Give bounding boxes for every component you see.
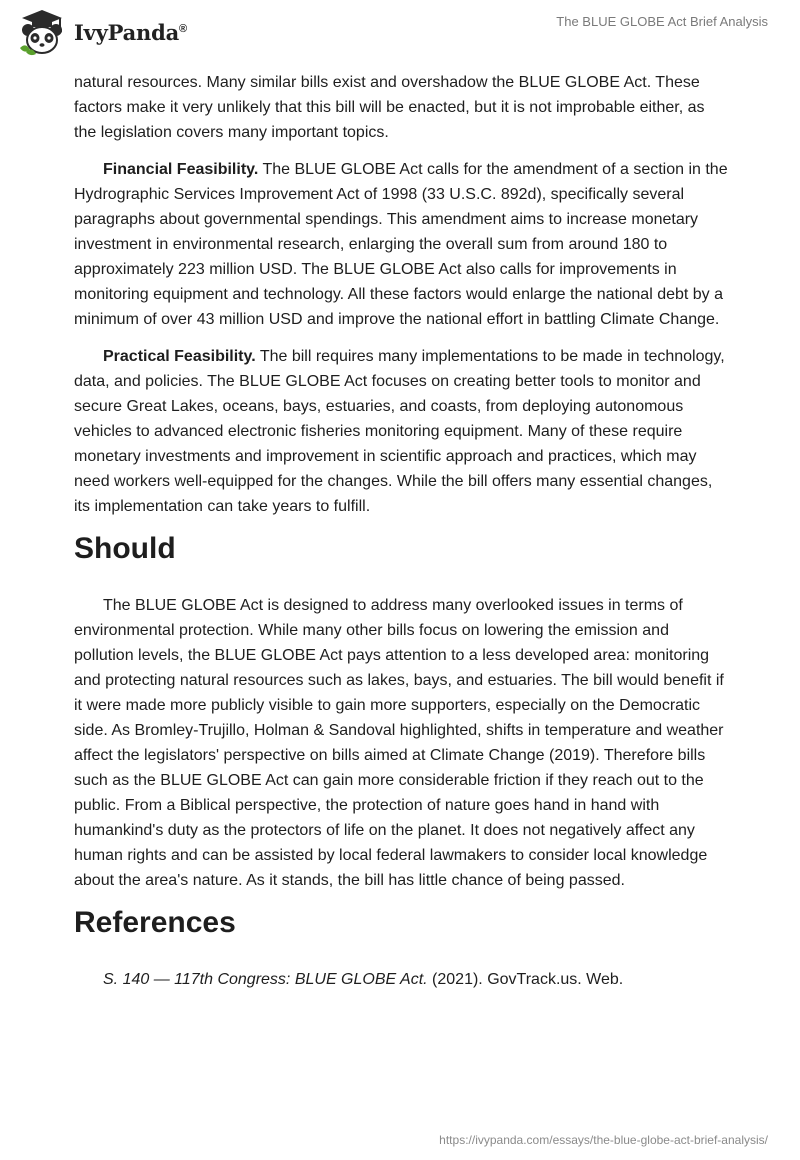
section-heading-references: References	[74, 906, 236, 939]
practical-feasibility-label: Practical Feasibility.	[103, 348, 256, 365]
financial-feasibility-text: The BLUE GLOBE Act calls for the amendment of a section in the Hydrographic Services Improvement Act of 1998 (33 U.S.C. 892d), specifically several paragraphs about governmental spendings. This amendment aims to increase monetary investment in environmental research, enlarging the overall sum from around 180 to approximately 223 million USD. The BLUE GLOBE Act also calls for improvements in monitoring equipment and technology. All these factors would enlarge the national debt by a minimum of over 43 million USD and improve the national effort in battling Climate Change.	[74, 161, 728, 328]
paragraph-continuation: natural resources. Many similar bills exist and overshadow the BLUE GLOBE Act. These factors make it very unlikely that this bill will be enacted, but it is not improbable either, as the legislation covers many important topics.	[74, 74, 705, 141]
reference-details: (2021). GovTrack.us. Web.	[427, 971, 624, 988]
essay-content	[74, 70, 728, 1004]
paragraph-practical-feasibility	[74, 344, 728, 519]
practical-feasibility-text: The bill requires many implementations to be made in technology, data, and policies. The BLUE GLOBE Act focuses on creating better tools to monitor and secure Great Lakes, oceans, bays, estuaries, and coasts, from deploying autonomous vehicles to advanced electronic fisheries monitoring equipment. Many of these require monetary investments and improvement in scientific approach and practices, which may need workers well-equipped for the changes. While the bill offers many essential changes, its implementation can take years to fulfill.	[74, 348, 725, 515]
financial-feasibility-label: Financial Feasibility.	[103, 161, 259, 178]
page-header	[0, 0, 800, 64]
paragraph-should: The BLUE GLOBE Act is designed to address many overlooked issues in terms of environmental protection. While many other bills focus on lowering the emission and pollution levels, the BLUE GLOBE Act pays attention to a less developed area: monitoring and protecting natural resources such as lakes, bays, and estuaries. The bill would benefit if it were made more publicly visible to gain more supporters, especially on the Democratic side. As Bromley-Trujillo, Holman & Sandoval highlighted, shifts in temperature and weather affect the legislators' perspective on bills aimed at Climate Change (2019). Therefore bills such as the BLUE GLOBE Act can gain more considerable friction if they reach out to the public. From a Biblical perspective, the protection of nature goes hand in hand with humankind's duty as the protectors of life on the planet. It does not negatively affect any human rights and can be assisted by local federal lawmakers to consider local knowledge about the area's nature. As it stands, the bill has little chance of being passed.	[74, 597, 724, 889]
brand-name: IvyPanda®	[74, 19, 187, 45]
section-heading-should: Should	[74, 532, 176, 565]
document-title: The BLUE GLOBE Act Brief Analysis	[556, 14, 768, 29]
panda-graduate-icon	[16, 8, 68, 56]
source-url[interactable]: https://ivypanda.com/essays/the-blue-globe-act-brief-analysis/	[439, 1133, 768, 1147]
brand-logo[interactable]	[16, 8, 187, 56]
reference-title: S. 140 — 117th Congress: BLUE GLOBE Act.	[103, 971, 428, 988]
reference-item	[74, 967, 728, 992]
paragraph-financial-feasibility	[74, 157, 728, 332]
